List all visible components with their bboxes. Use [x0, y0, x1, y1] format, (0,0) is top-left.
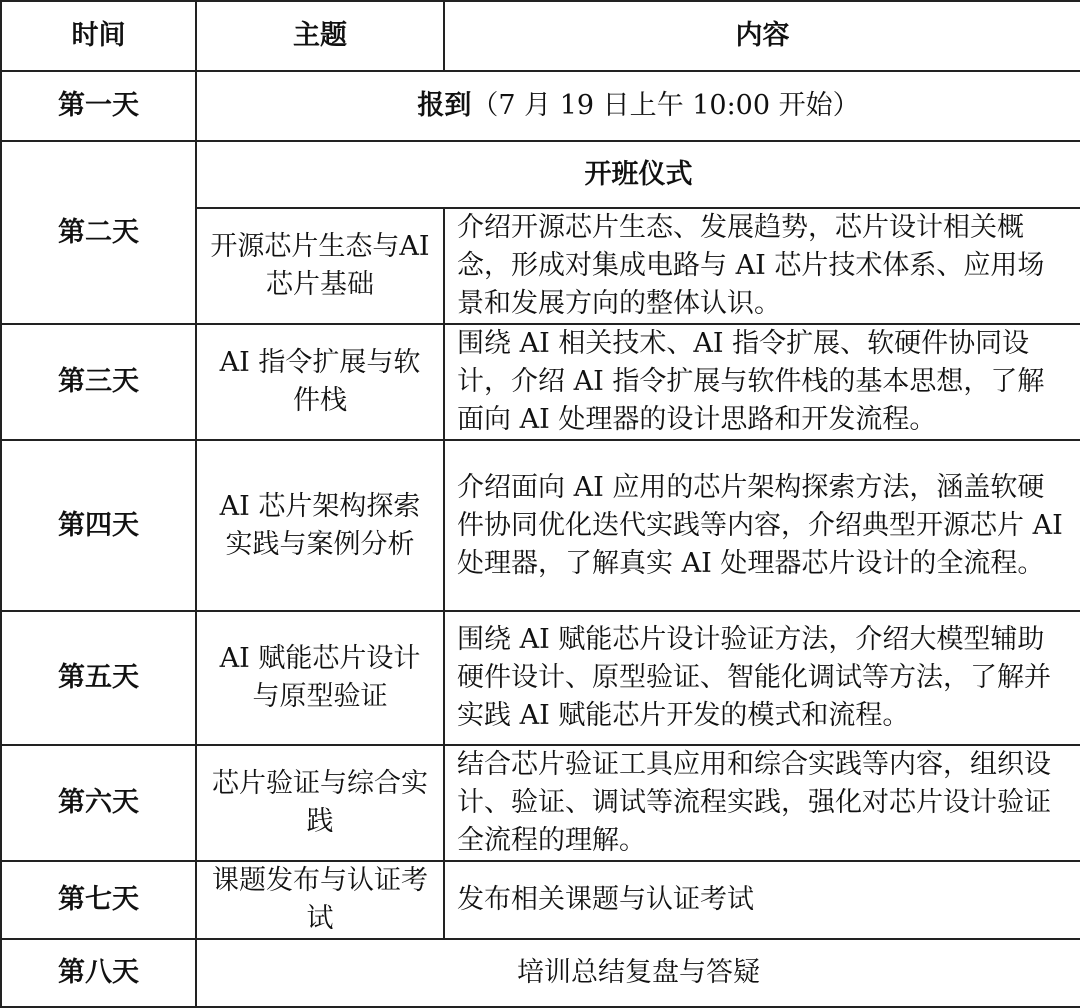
- day-label: 第六天: [1, 745, 196, 861]
- content-cell: 围绕 AI 赋能芯片设计验证方法，介绍大模型辅助硬件设计、原型验证、智能化调试等方法，了解并实践 AI 赋能芯片开发的模式和流程。: [444, 611, 1080, 745]
- table-row: [1, 141, 1080, 208]
- topic-cell: 芯片验证与综合实践: [196, 745, 444, 861]
- opening-ceremony: 开班仪式: [196, 141, 1080, 208]
- table-row: [1, 440, 1080, 611]
- table-row: [1, 324, 1080, 440]
- day-label: 第八天: [1, 939, 196, 1007]
- day-label: 第四天: [1, 440, 196, 611]
- table-row: [1, 611, 1080, 745]
- content-cell: 介绍面向 AI 应用的芯片架构探索方法，涵盖软硬件协同优化迭代实践等内容，介绍典型开源芯片 AI 处理器，了解真实 AI 处理器芯片设计的全流程。: [444, 440, 1080, 611]
- topic-cell: 课题发布与认证考试: [196, 861, 444, 939]
- content-cell: 围绕 AI 相关技术、AI 指令扩展、软硬件协同设计，介绍 AI 指令扩展与软件栈的基本思想，了解面向 AI 处理器的设计思路和开发流程。: [444, 324, 1080, 440]
- header-content: 内容: [444, 1, 1080, 71]
- table-row: [1, 745, 1080, 861]
- day1-content-cell: [196, 71, 1080, 141]
- header-time: 时间: [1, 1, 196, 71]
- day1-checkin: 报到: [417, 90, 472, 121]
- table-row: [1, 939, 1080, 1007]
- day-label: 第五天: [1, 611, 196, 745]
- table-row: [1, 861, 1080, 939]
- day-label: 第七天: [1, 861, 196, 939]
- day-label: 第三天: [1, 324, 196, 440]
- day1-note: （7 月 19 日上午 10:00 开始）: [471, 90, 860, 121]
- header-row: [1, 1, 1080, 71]
- topic-cell: AI 赋能芯片设计与原型验证: [196, 611, 444, 745]
- content-cell: 结合芯片验证工具应用和综合实践等内容，组织设计、验证、调试等流程实践，强化对芯片设计验证全流程的理解。: [444, 745, 1080, 861]
- topic-cell: AI 芯片架构探索实践与案例分析: [196, 440, 444, 611]
- content-cell: 介绍开源芯片生态、发展趋势，芯片设计相关概念，形成对集成电路与 AI 芯片技术体系、应用场景和发展方向的整体认识。: [444, 208, 1080, 324]
- day-label: 第一天: [1, 71, 196, 141]
- topic-cell: AI 指令扩展与软件栈: [196, 324, 444, 440]
- content-cell: 发布相关课题与认证考试: [444, 861, 1080, 939]
- topic-cell: 开源芯片生态与AI 芯片基础: [196, 208, 444, 324]
- header-topic: 主题: [196, 1, 444, 71]
- table-row: [1, 71, 1080, 141]
- day-label: 第二天: [1, 141, 196, 324]
- content-cell: 培训总结复盘与答疑: [196, 939, 1080, 1007]
